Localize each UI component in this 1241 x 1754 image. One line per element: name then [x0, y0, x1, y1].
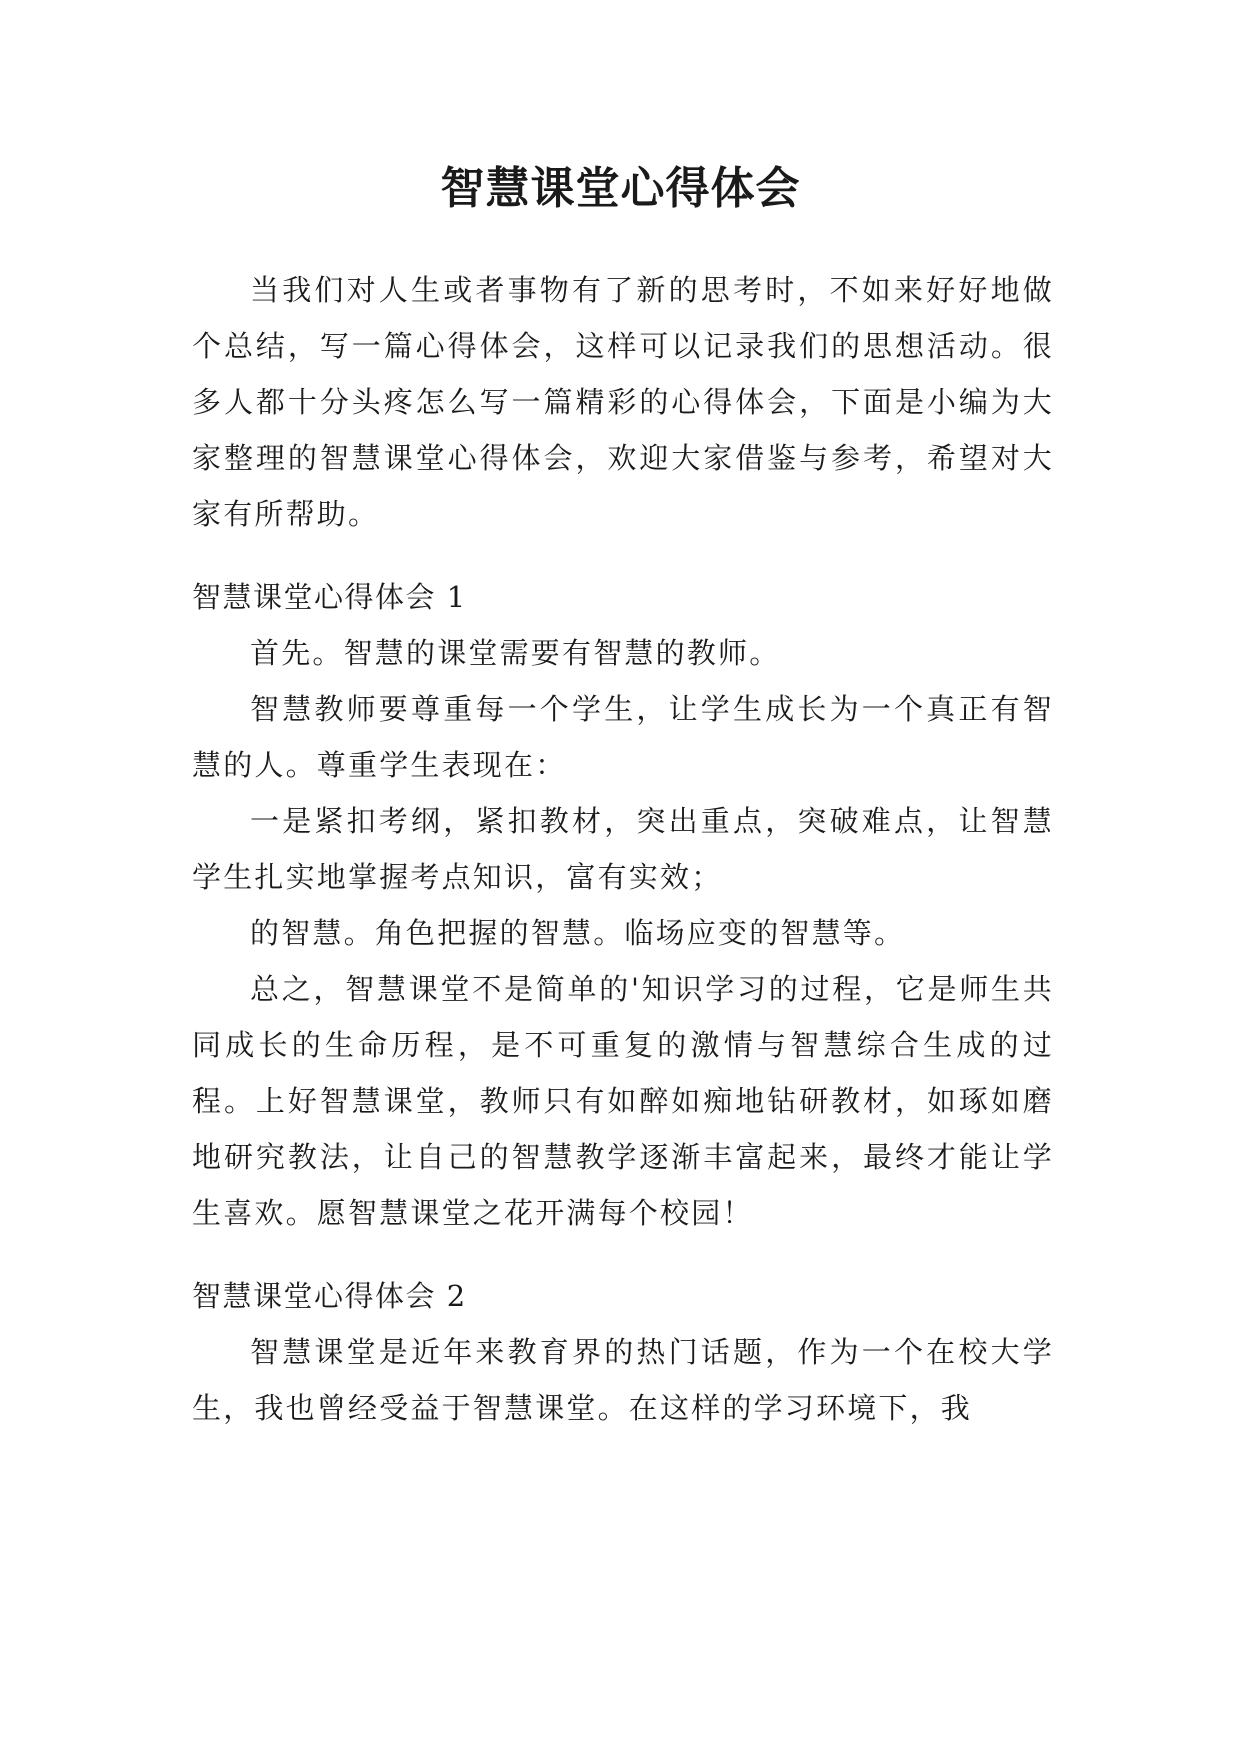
section-1-paragraph-1: 首先。智慧的课堂需要有智慧的教师。 — [250, 636, 781, 670]
intro-paragraph: 当我们对人生或者事物有了新的思考时，不如来好好地做个总结，写一篇心得体会，这样可以记录我们的思想活动。很多人都十分头疼怎么写一篇精彩的心得体会，下面是小编为大家整理的智慧课堂心得体会，欢迎大家借鉴与参考，希望对大家有所帮助。 — [192, 273, 1054, 531]
section-1-heading: 智慧课堂心得体会 1 — [192, 580, 467, 614]
section-2-paragraph-1: 智慧课堂是近年来教育界的热门话题，作为一个在校大学生，我也曾经受益于智慧课堂。在这样的学习环境下，我 — [192, 1335, 1054, 1425]
section-1-paragraph-5: 总之，智慧课堂不是简单的'知识学习的过程，它是师生共同成长的生命历程，是不可重复的激情与智慧综合生成的过程。上好智慧课堂，教师只有如醉如痴地钻研教材，如琢如磨地研究教法，让自己的智慧教学逐渐丰富起来，最终才能让学生喜欢。愿智慧课堂之花开满每个校园！ — [192, 972, 1054, 1230]
section-1-paragraph-2: 智慧教师要尊重每一个学生，让学生成长为一个真正有智慧的人。尊重学生表现在： — [192, 692, 1054, 782]
section-1-paragraph-3: 一是紧扣考纲，紧扣教材，突出重点，突破难点，让智慧学生扎实地掌握考点知识，富有实效； — [192, 804, 1054, 894]
document-title: 智慧课堂心得体会 — [440, 163, 801, 214]
section-2-heading: 智慧课堂心得体会 2 — [192, 1279, 467, 1313]
section-1-paragraph-4: 的智慧。角色把握的智慧。临场应变的智慧等。 — [250, 916, 906, 950]
